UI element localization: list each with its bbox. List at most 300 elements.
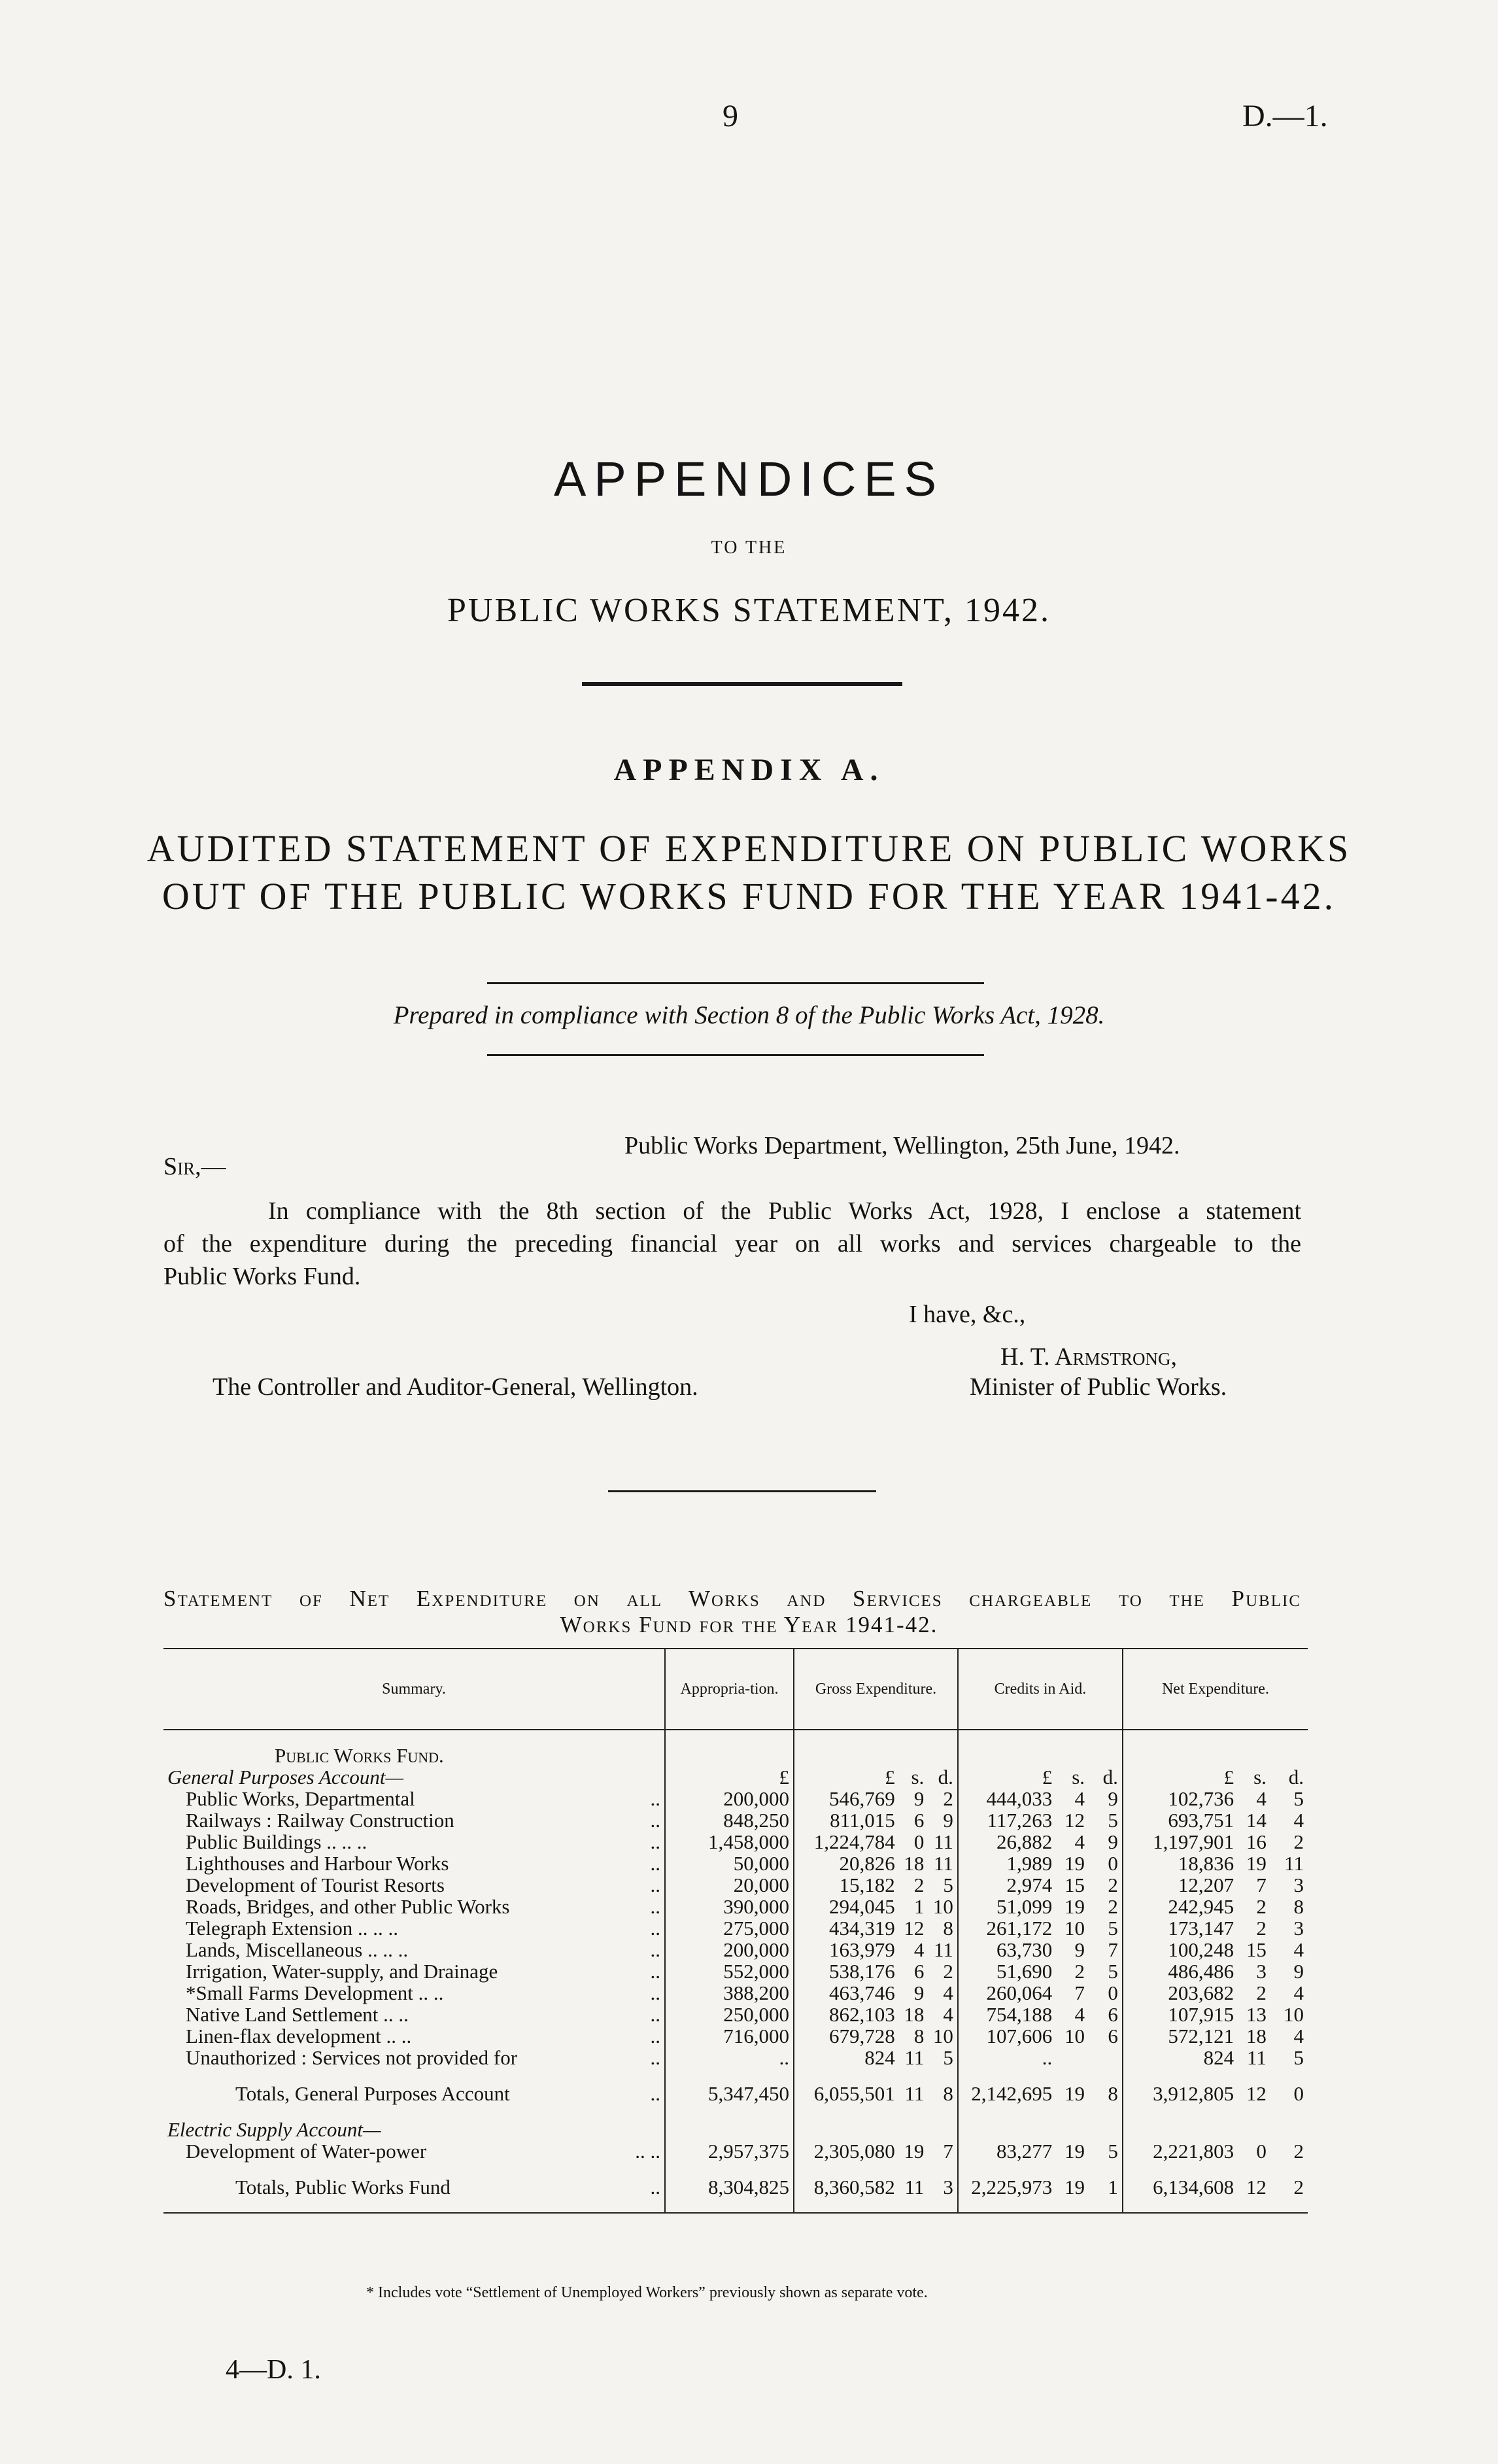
gross-shillings-cell: 8 bbox=[913, 2025, 925, 2047]
row-leader-dots: .. bbox=[650, 2046, 661, 2069]
row-leader-dots: .. bbox=[650, 1895, 661, 1918]
letter-recipient: The Controller and Auditor-General, Wellington. bbox=[213, 1373, 698, 1401]
gross-pounds-cell: 538,176 bbox=[794, 1960, 899, 1982]
letter-body-line1: In compliance with the 8th section of the Public Works Act, 1928, I enclose a statement bbox=[268, 1197, 1301, 1225]
table-row bbox=[163, 1874, 1308, 1896]
spacer-cell bbox=[1056, 2198, 1089, 2213]
net-pence-cell: 8 bbox=[1293, 1895, 1304, 1918]
col-net-expenditure: Net Expenditure. bbox=[1123, 1649, 1308, 1730]
net-shillings-cell: 14 bbox=[1246, 1809, 1267, 1832]
net-pounds-cell: 1,197,901 bbox=[1123, 1831, 1238, 1853]
row-label: Roads, Bridges, and other Public Works bbox=[186, 1895, 510, 1918]
gross-pounds-cell: 862,103 bbox=[794, 2004, 899, 2025]
credit-pound-symbol: £ bbox=[958, 1766, 1056, 1788]
net-shillings-cell: 13 bbox=[1246, 2003, 1267, 2026]
credit-pence-cell: 5 bbox=[1108, 1960, 1118, 1983]
gross-pence-cell: 7 bbox=[943, 2140, 953, 2163]
spacer-row bbox=[163, 2162, 1308, 2176]
gross-pounds-cell: 6,055,501 bbox=[794, 2083, 899, 2104]
net-pence-cell: 4 bbox=[1293, 1938, 1304, 1961]
spacer-cell bbox=[1238, 2162, 1270, 2176]
electric-supply-heading-row bbox=[163, 2119, 1308, 2140]
spacer-cell bbox=[928, 2068, 958, 2083]
expenditure-table bbox=[163, 1648, 1308, 2214]
appropriation-cell: 390,000 bbox=[665, 1896, 794, 1917]
gross-shillings-cell: 18 bbox=[904, 2003, 925, 2026]
audited-title-line1: AUDITED STATEMENT OF EXPENDITURE ON PUBLIC WORKS bbox=[146, 827, 1352, 870]
spacer-cell bbox=[794, 2198, 899, 2213]
row-leader-dots: .. .. bbox=[635, 2140, 661, 2163]
spacer-row bbox=[163, 2068, 1308, 2083]
credit-shillings-cell: 15 bbox=[1064, 1874, 1085, 1896]
row-label: Public Buildings .. .. .. bbox=[186, 1830, 367, 1853]
net-shillings-cell: 2 bbox=[1256, 1981, 1267, 2004]
credit-shillings-cell: 10 bbox=[1064, 2025, 1085, 2047]
spacer-cell bbox=[1089, 2104, 1123, 2119]
credit-pounds-cell: 260,064 bbox=[958, 1982, 1056, 2004]
spacer-cell bbox=[1089, 2068, 1123, 2083]
credit-shillings-cell: 2 bbox=[1074, 1960, 1085, 1983]
col-appropriation: Appropria-tion. bbox=[665, 1649, 794, 1730]
letter-closing: I have, &c., bbox=[909, 1301, 1026, 1328]
gross-pence-cell: 2 bbox=[943, 1960, 953, 1983]
public-works-fund-total-row bbox=[163, 2176, 1308, 2198]
credit-pence-cell: 5 bbox=[1108, 2140, 1118, 2163]
spacer-row bbox=[163, 2198, 1308, 2213]
net-pence-cell: 4 bbox=[1293, 1981, 1304, 2004]
gross-pounds-cell: 824 bbox=[794, 2047, 899, 2068]
signer-name: H. T. Armstrong, bbox=[1000, 1343, 1178, 1371]
appropriation-cell: 2,957,375 bbox=[665, 2140, 794, 2162]
row-label: Development of Tourist Resorts bbox=[186, 1874, 445, 1896]
subtitle-to-the: TO THE bbox=[711, 538, 787, 558]
net-pounds-cell: 572,121 bbox=[1123, 2025, 1238, 2047]
credit-pounds-cell: 26,882 bbox=[958, 1831, 1056, 1853]
appropriation-cell: 388,200 bbox=[665, 1982, 794, 2004]
gross-pence-symbol: d. bbox=[938, 1766, 953, 1788]
row-leader-dots: .. bbox=[650, 1960, 661, 1983]
net-pence-cell: 2 bbox=[1293, 2140, 1304, 2163]
net-shillings-cell: 2 bbox=[1256, 1895, 1267, 1918]
spacer-cell bbox=[958, 2104, 1056, 2119]
electric-supply-heading: Electric Supply Account— bbox=[167, 2118, 381, 2141]
net-shillings-cell: 15 bbox=[1246, 1938, 1267, 1961]
appropriation-cell: 50,000 bbox=[665, 1853, 794, 1874]
credit-pounds-cell: 83,277 bbox=[958, 2140, 1056, 2162]
credit-pence-cell: 6 bbox=[1108, 2003, 1118, 2026]
appropriation-cell: 8,304,825 bbox=[665, 2176, 794, 2198]
title-rule bbox=[582, 682, 902, 686]
spacer-cell bbox=[928, 2162, 958, 2176]
currency-row bbox=[163, 1766, 1308, 1788]
gross-pence-cell: 9 bbox=[943, 1809, 953, 1832]
net-shillings-cell: 0 bbox=[1256, 2140, 1267, 2163]
credit-shilling-symbol: s. bbox=[1072, 1766, 1085, 1788]
spacer-cell bbox=[1270, 2068, 1308, 2083]
empty-cell bbox=[958, 2119, 1056, 2140]
gross-pence-cell: 11 bbox=[934, 1852, 953, 1875]
row-label: Lands, Miscellaneous .. .. .. bbox=[186, 1938, 409, 1961]
appropriation-cell: .. bbox=[665, 2047, 794, 2068]
table-row bbox=[163, 2025, 1308, 2047]
spacer-cell bbox=[1056, 2162, 1089, 2176]
net-pence-cell: 4 bbox=[1293, 2025, 1304, 2047]
gross-shillings-cell: 1 bbox=[913, 1895, 925, 1918]
net-shillings-cell: 7 bbox=[1256, 1874, 1267, 1896]
signer-title: Minister of Public Works. bbox=[970, 1373, 1227, 1401]
prepared-rule-top bbox=[487, 982, 984, 984]
appendix-label: APPENDIX A. bbox=[613, 753, 885, 787]
credit-pence-cell: 5 bbox=[1108, 1809, 1118, 1832]
footnote: * Includes vote “Settlement of Unemployed Workers” previously shown as separate vote. bbox=[366, 2284, 928, 2301]
credit-pounds-cell: 51,690 bbox=[958, 1960, 1056, 1982]
spacer-cell bbox=[928, 2198, 958, 2213]
empty-cell bbox=[1056, 2119, 1089, 2140]
table-row bbox=[163, 1939, 1308, 1960]
appropriation-cell: 5,347,450 bbox=[665, 2083, 794, 2104]
gross-pence-cell: 4 bbox=[943, 2003, 953, 2026]
net-pounds-cell: 107,915 bbox=[1123, 2004, 1238, 2025]
appropriation-cell: 275,000 bbox=[665, 1917, 794, 1939]
table-row bbox=[163, 2004, 1308, 2025]
gross-pence-cell: 5 bbox=[943, 1874, 953, 1896]
spacer-cell bbox=[1123, 2198, 1238, 2213]
empty-cell bbox=[928, 2119, 958, 2140]
credit-shillings-cell: 4 bbox=[1074, 1830, 1085, 1853]
gross-pence-cell: 4 bbox=[943, 1981, 953, 2004]
credit-pence-cell: 9 bbox=[1108, 1787, 1118, 1810]
gross-shillings-cell: 19 bbox=[904, 2140, 925, 2163]
row-leader-dots: .. bbox=[650, 1981, 661, 2004]
spacer-cell bbox=[630, 2068, 665, 2083]
credit-pounds-cell: 107,606 bbox=[958, 2025, 1056, 2047]
net-pounds-cell: 6,134,608 bbox=[1123, 2176, 1238, 2198]
credit-shillings-cell: 19 bbox=[1064, 2082, 1085, 2105]
net-pence-cell: 5 bbox=[1293, 2046, 1304, 2069]
credit-pounds-cell: 2,142,695 bbox=[958, 2083, 1056, 2104]
row-label: Development of Water-power bbox=[186, 2140, 427, 2163]
table-row bbox=[163, 2047, 1308, 2068]
net-pence-cell: 3 bbox=[1293, 1917, 1304, 1940]
gross-pence-cell: 10 bbox=[932, 2025, 953, 2047]
gross-pounds-cell: 546,769 bbox=[794, 1788, 899, 1809]
spacer-cell bbox=[163, 2198, 630, 2213]
spacer-cell bbox=[665, 2198, 794, 2213]
fund-heading-row bbox=[163, 1745, 1308, 1766]
credit-pounds-cell: .. bbox=[958, 2047, 1056, 2068]
credit-shillings-cell: 12 bbox=[1064, 1809, 1085, 1832]
spacer-cell bbox=[630, 2104, 665, 2119]
credit-pounds-cell: 444,033 bbox=[958, 1788, 1056, 1809]
gross-pounds-cell: 463,746 bbox=[794, 1982, 899, 2004]
spacer-cell bbox=[1123, 2068, 1238, 2083]
general-purposes-total-row bbox=[163, 2083, 1308, 2104]
prepared-note: Prepared in compliance with Section 8 of the Public Works Act, 1928. bbox=[393, 1001, 1105, 1029]
appropriation-cell: 848,250 bbox=[665, 1809, 794, 1831]
appropriation-cell: 716,000 bbox=[665, 2025, 794, 2047]
gross-pounds-cell: 163,979 bbox=[794, 1939, 899, 1960]
gross-pence-cell: 8 bbox=[943, 2082, 953, 2105]
row-leader-dots: .. bbox=[650, 1874, 661, 1896]
net-pounds-cell: 18,836 bbox=[1123, 1853, 1238, 1874]
spacer-cell bbox=[630, 2162, 665, 2176]
spacer-cell bbox=[163, 2104, 630, 2119]
empty-cell bbox=[1270, 2119, 1308, 2140]
credit-shillings-cell bbox=[1056, 2047, 1089, 2068]
table-header-row bbox=[163, 1649, 1308, 1730]
net-shillings-cell: 18 bbox=[1246, 2025, 1267, 2047]
credit-shillings-cell: 19 bbox=[1064, 2140, 1085, 2163]
net-pounds-cell: 824 bbox=[1123, 2047, 1238, 2068]
row-label: Lighthouses and Harbour Works bbox=[186, 1852, 449, 1875]
table-row bbox=[163, 1853, 1308, 1874]
fund-heading: Public Works Fund. bbox=[275, 1744, 444, 1767]
credit-shillings-cell: 4 bbox=[1074, 2003, 1085, 2026]
gross-shilling-symbol: s. bbox=[911, 1766, 925, 1788]
col-gross-expenditure: Gross Expenditure. bbox=[794, 1649, 958, 1730]
spacer-cell bbox=[958, 2198, 1056, 2213]
row-label: Native Land Settlement .. .. bbox=[186, 2003, 409, 2026]
credit-pence-cell: 2 bbox=[1108, 1874, 1118, 1896]
credit-pence-cell: 8 bbox=[1108, 2082, 1118, 2105]
spacer-cell bbox=[665, 2104, 794, 2119]
gross-pounds-cell: 8,360,582 bbox=[794, 2176, 899, 2198]
prepared-rule-bottom bbox=[487, 1054, 984, 1056]
subtitle-statement: PUBLIC WORKS STATEMENT, 1942. bbox=[447, 592, 1051, 629]
gross-pence-cell: 10 bbox=[932, 1895, 953, 1918]
appropriation-cell: 1,458,000 bbox=[665, 1831, 794, 1853]
net-shillings-cell: 3 bbox=[1256, 1960, 1267, 1983]
letter-address-line: Public Works Department, Wellington, 25th June, 1942. bbox=[624, 1132, 1180, 1159]
empty-cell bbox=[665, 2119, 794, 2140]
table-row bbox=[163, 1788, 1308, 1809]
row-label: Totals, General Purposes Account bbox=[235, 2082, 510, 2105]
spacer-cell bbox=[1089, 2162, 1123, 2176]
net-pence-cell: 4 bbox=[1293, 1809, 1304, 1832]
net-pence-cell: 2 bbox=[1293, 1830, 1304, 1853]
table-row bbox=[163, 2140, 1308, 2162]
row-leader-dots: .. bbox=[650, 1917, 661, 1940]
gross-shillings-cell: 6 bbox=[913, 1960, 925, 1983]
document-reference: D.—1. bbox=[1242, 99, 1328, 133]
spacer-row bbox=[163, 1730, 1308, 1745]
spacer-cell bbox=[794, 2104, 899, 2119]
gross-shillings-cell: 9 bbox=[913, 1787, 925, 1810]
credit-pence-symbol: d. bbox=[1102, 1766, 1118, 1788]
empty-cell bbox=[1238, 2119, 1270, 2140]
table-row bbox=[163, 1960, 1308, 1982]
net-shillings-cell: 11 bbox=[1247, 2046, 1267, 2069]
table-row bbox=[163, 1917, 1308, 1939]
credit-pounds-cell: 2,974 bbox=[958, 1874, 1056, 1896]
credit-shillings-cell: 7 bbox=[1074, 1981, 1085, 2004]
spacer-cell bbox=[1056, 2104, 1089, 2119]
gross-shillings-cell: 11 bbox=[904, 2082, 925, 2105]
appropriation-cell: 200,000 bbox=[665, 1788, 794, 1809]
spacer-cell bbox=[1270, 2162, 1308, 2176]
statement-title-line2: Works Fund for the Year 1941-42. bbox=[560, 1612, 938, 1637]
net-pound-symbol: £ bbox=[1123, 1766, 1238, 1788]
row-label: Telegraph Extension .. .. .. bbox=[186, 1917, 398, 1940]
net-pounds-cell: 12,207 bbox=[1123, 1874, 1238, 1896]
col-summary: Summary. bbox=[163, 1649, 665, 1730]
spacer-cell bbox=[899, 2104, 928, 2119]
spacer-cell bbox=[899, 2198, 928, 2213]
credit-pounds-cell: 117,263 bbox=[958, 1809, 1056, 1831]
net-pounds-cell: 693,751 bbox=[1123, 1809, 1238, 1831]
net-pounds-cell: 242,945 bbox=[1123, 1896, 1238, 1917]
empty-cell bbox=[899, 2119, 928, 2140]
spacer-cell bbox=[1123, 2162, 1238, 2176]
credit-pence-cell: 1 bbox=[1108, 2176, 1118, 2199]
gross-pence-cell: 2 bbox=[943, 1787, 953, 1810]
net-pence-cell: 10 bbox=[1284, 2003, 1304, 2026]
row-leader-dots: .. bbox=[650, 1852, 661, 1875]
letter-body-line2: of the expenditure during the preceding financial year on all works and services chargeable to the bbox=[163, 1230, 1301, 1258]
gross-pounds-cell: 2,305,080 bbox=[794, 2140, 899, 2162]
gross-shillings-cell: 2 bbox=[913, 1874, 925, 1896]
appropriation-cell: 250,000 bbox=[665, 2004, 794, 2025]
credit-pence-cell: 0 bbox=[1108, 1981, 1118, 2004]
net-pounds-cell: 2,221,803 bbox=[1123, 2140, 1238, 2162]
row-leader-dots: .. bbox=[650, 2176, 661, 2199]
table-row bbox=[163, 1896, 1308, 1917]
appropriation-cell: 200,000 bbox=[665, 1939, 794, 1960]
signature-code: 4—D. 1. bbox=[226, 2355, 321, 2385]
net-pence-cell: 9 bbox=[1293, 1960, 1304, 1983]
net-pence-cell: 5 bbox=[1293, 1787, 1304, 1810]
credit-pence-cell: 5 bbox=[1108, 1917, 1118, 1940]
credit-pounds-cell: 1,989 bbox=[958, 1853, 1056, 1874]
gross-shillings-cell: 9 bbox=[913, 1981, 925, 2004]
net-pounds-cell: 486,486 bbox=[1123, 1960, 1238, 1982]
credit-shillings-cell: 4 bbox=[1074, 1787, 1085, 1810]
credit-pounds-cell: 754,188 bbox=[958, 2004, 1056, 2025]
spacer-cell bbox=[794, 2068, 899, 2083]
statement-title-line1: Statement of Net Expenditure on all Works and Services chargeable to the Public bbox=[163, 1586, 1301, 1611]
gross-pence-cell: 3 bbox=[943, 2176, 953, 2199]
net-pounds-cell: 102,736 bbox=[1123, 1788, 1238, 1809]
gross-shillings-cell: 0 bbox=[913, 1830, 925, 1853]
gross-pence-cell: 8 bbox=[943, 1917, 953, 1940]
gross-pence-cell: 11 bbox=[934, 1938, 953, 1961]
net-pounds-cell: 100,248 bbox=[1123, 1939, 1238, 1960]
empty-cell bbox=[794, 2119, 899, 2140]
row-label: Unauthorized : Services not provided for bbox=[186, 2046, 518, 2069]
row-leader-dots: .. bbox=[650, 1830, 661, 1853]
spacer-cell bbox=[630, 2198, 665, 2213]
credit-pounds-cell: 51,099 bbox=[958, 1896, 1056, 1917]
net-pence-cell: 11 bbox=[1284, 1852, 1304, 1875]
spacer-cell bbox=[163, 2162, 630, 2176]
col-credits-in-aid: Credits in Aid. bbox=[958, 1649, 1123, 1730]
credit-shillings-cell: 19 bbox=[1064, 1852, 1085, 1875]
letter-rule bbox=[608, 1490, 876, 1492]
gross-shillings-cell: 4 bbox=[913, 1938, 925, 1961]
letter-salutation: Sir,— bbox=[163, 1153, 226, 1180]
net-shilling-symbol: s. bbox=[1253, 1766, 1267, 1788]
net-pounds-cell: 203,682 bbox=[1123, 1982, 1238, 2004]
spacer-cell bbox=[1238, 2198, 1270, 2213]
net-shillings-cell: 19 bbox=[1246, 1852, 1267, 1875]
letter-body-line3: Public Works Fund. bbox=[163, 1263, 361, 1290]
credit-pounds-cell: 261,172 bbox=[958, 1917, 1056, 1939]
credit-pence-cell: 9 bbox=[1108, 1830, 1118, 1853]
net-shillings-cell: 2 bbox=[1256, 1917, 1267, 1940]
spacer-cell bbox=[1238, 2104, 1270, 2119]
gross-pence-cell: 11 bbox=[934, 1830, 953, 1853]
credit-shillings-cell: 19 bbox=[1064, 1895, 1085, 1918]
net-shillings-cell: 16 bbox=[1246, 1830, 1267, 1853]
row-label: Totals, Public Works Fund bbox=[235, 2176, 451, 2199]
credit-pence-cell: 6 bbox=[1108, 2025, 1118, 2047]
net-pence-symbol: d. bbox=[1288, 1766, 1304, 1788]
empty-cell bbox=[1089, 2119, 1123, 2140]
net-pence-cell: 3 bbox=[1293, 1874, 1304, 1896]
row-label: Public Works, Departmental bbox=[186, 1787, 415, 1810]
page-number: 9 bbox=[723, 99, 738, 133]
net-shillings-cell: 4 bbox=[1256, 1787, 1267, 1810]
net-pence-cell: 0 bbox=[1293, 2082, 1304, 2105]
spacer-cell bbox=[163, 2068, 630, 2083]
gross-pence-cell: 5 bbox=[943, 2046, 953, 2069]
credit-pounds-cell: 63,730 bbox=[958, 1939, 1056, 1960]
credit-pounds-cell: 2,225,973 bbox=[958, 2176, 1056, 2198]
spacer-cell bbox=[928, 2104, 958, 2119]
gross-pounds-cell: 20,826 bbox=[794, 1853, 899, 1874]
spacer-cell bbox=[1089, 2198, 1123, 2213]
net-pounds-cell: 173,147 bbox=[1123, 1917, 1238, 1939]
gross-pounds-cell: 811,015 bbox=[794, 1809, 899, 1831]
gross-shillings-cell: 11 bbox=[904, 2176, 925, 2199]
net-pounds-cell: 3,912,805 bbox=[1123, 2083, 1238, 2104]
spacer-cell bbox=[1270, 2104, 1308, 2119]
table-row bbox=[163, 1831, 1308, 1853]
row-leader-dots: .. bbox=[650, 1809, 661, 1832]
net-shillings-cell: 12 bbox=[1246, 2082, 1267, 2105]
row-leader-dots: .. bbox=[650, 1787, 661, 1810]
spacer-cell bbox=[665, 2068, 794, 2083]
row-leader-dots: .. bbox=[650, 2025, 661, 2047]
credit-pence-cell: 2 bbox=[1108, 1895, 1118, 1918]
credit-shillings-cell: 19 bbox=[1064, 2176, 1085, 2199]
spacer-cell bbox=[1123, 2104, 1238, 2119]
empty-cell bbox=[1123, 2119, 1238, 2140]
spacer-cell bbox=[665, 2162, 794, 2176]
spacer-cell bbox=[1238, 2068, 1270, 2083]
gross-shillings-cell: 6 bbox=[913, 1809, 925, 1832]
approp-pound-symbol: £ bbox=[665, 1766, 794, 1788]
row-leader-dots: .. bbox=[650, 2003, 661, 2026]
gross-pounds-cell: 15,182 bbox=[794, 1874, 899, 1896]
gross-shillings-cell: 18 bbox=[904, 1852, 925, 1875]
row-leader-dots: .. bbox=[650, 2082, 661, 2105]
spacer-cell bbox=[1270, 2198, 1308, 2213]
page-title: APPENDICES bbox=[553, 452, 945, 506]
gross-pounds-cell: 434,319 bbox=[794, 1917, 899, 1939]
net-shillings-cell: 12 bbox=[1246, 2176, 1267, 2199]
gross-pounds-cell: 294,045 bbox=[794, 1896, 899, 1917]
spacer-row bbox=[163, 2104, 1308, 2119]
credit-pence-cell: 7 bbox=[1108, 1938, 1118, 1961]
spacer-cell bbox=[958, 2162, 1056, 2176]
row-label: Irrigation, Water-supply, and Drainage bbox=[186, 1960, 498, 1983]
gross-shillings-cell: 11 bbox=[904, 2046, 925, 2069]
row-label: Railways : Railway Construction bbox=[186, 1809, 454, 1832]
appropriation-cell: 20,000 bbox=[665, 1874, 794, 1896]
credit-pence-cell bbox=[1089, 2047, 1123, 2068]
row-label: Linen-flax development .. .. bbox=[186, 2025, 412, 2047]
